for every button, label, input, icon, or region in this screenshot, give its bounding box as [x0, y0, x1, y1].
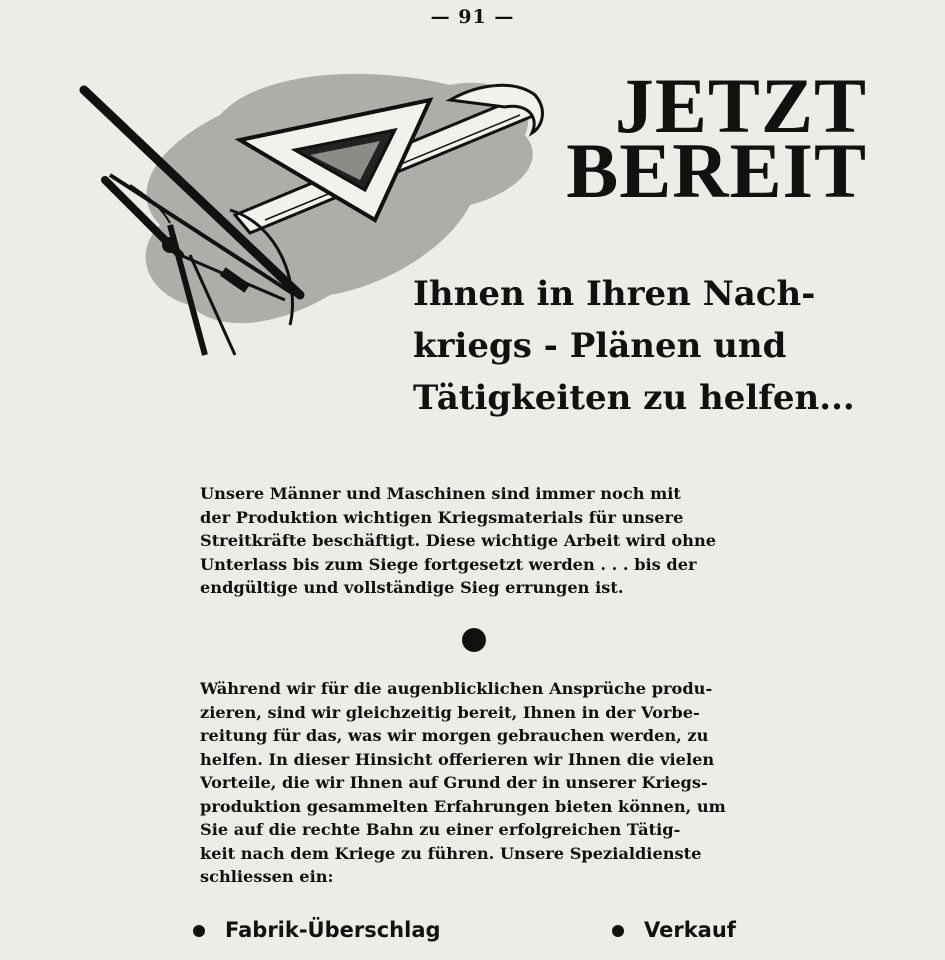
- subheadline-line: Tätigkeiten zu helfen...: [413, 378, 855, 418]
- divider-bullet-icon: [462, 628, 486, 652]
- bullet-icon: [193, 925, 205, 937]
- text-line: Sie auf die rechte Bahn zu einer erfolgreichen Tätig-: [200, 820, 681, 839]
- text-line: endgültige und vollständige Sieg errungen ist.: [200, 578, 624, 597]
- text-line: reitung für das, was wir morgen gebrauchen werden, zu: [200, 726, 709, 745]
- service-label: Fabrik-Überschlag: [225, 918, 441, 942]
- text-line: keit nach dem Kriege zu führen. Unsere Spezialdienste: [200, 843, 702, 863]
- text-line: helfen. In dieser Hinsicht offerieren wir Ihnen die vielen: [200, 749, 715, 769]
- service-item: [193, 918, 441, 942]
- text-line: Unterlass bis zum Siege fortgesetzt werden . . . bis der: [200, 554, 697, 574]
- text-line: Vorteile, die wir Ihnen auf Grund der in unserer Kriegs-: [200, 773, 708, 792]
- text-line: Streitkräfte beschäftigt. Diese wichtige Arbeit wird ohne: [200, 531, 717, 550]
- text-line: schliessen ein:: [200, 867, 334, 886]
- subheadline-line: Ihnen in Ihren Nach-: [413, 274, 816, 314]
- bullet-icon: [612, 925, 624, 937]
- text-line: Während wir für die augenblicklichen Ansprüche produ-: [200, 679, 713, 698]
- subheadline: [413, 268, 883, 424]
- page-number: — 91 —: [430, 6, 515, 28]
- headline-line: JETZT: [614, 62, 867, 149]
- paragraph-1: [200, 482, 765, 600]
- text-line: produktion gesammelten Erfahrungen bieten können, um: [200, 796, 726, 816]
- text-line: der Produktion wichtigen Kriegsmaterials für unsere: [200, 507, 684, 527]
- headline: [566, 62, 867, 214]
- text-line: zieren, sind wir gleichzeitig bereit, Ihnen in der Vorbe-: [200, 702, 700, 722]
- headline-line: BEREIT: [566, 127, 867, 214]
- service-item: [612, 918, 736, 942]
- text-line: Unsere Männer und Maschinen sind immer noch mit: [200, 484, 681, 503]
- subheadline-line: kriegs - Plänen und: [413, 326, 787, 366]
- paragraph-2: [200, 677, 765, 889]
- service-label: Verkauf: [644, 918, 736, 942]
